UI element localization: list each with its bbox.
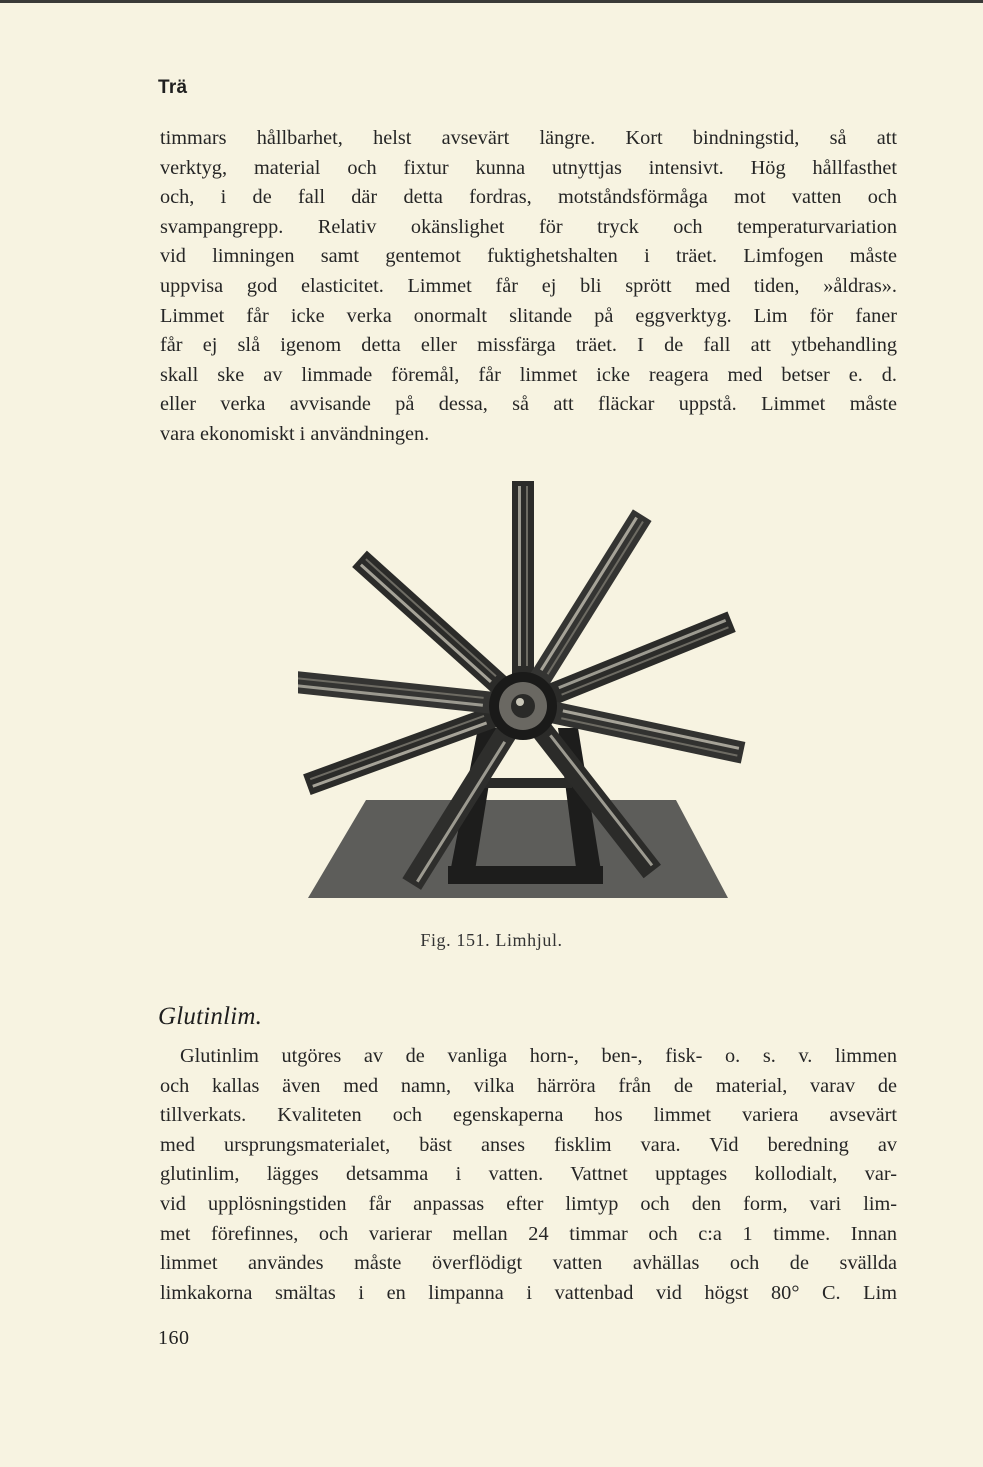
text-line: timmars hållbarhet, helst avsevärt längre. Kort bindningstid, så att xyxy=(160,127,897,149)
text-line: skall ske av limmade föremål, får limmet icke reagera med betser e. d. xyxy=(160,363,897,386)
wheel-hub-center xyxy=(511,694,535,718)
paragraph-2 xyxy=(160,1042,897,1308)
text-line: eller verka avvisande på dessa, så att fläckar uppstå. Limmet måste xyxy=(160,393,897,416)
text-line: glutinlim, lägges detsamma i vatten. Vattnet upptages kollodialt, var- xyxy=(160,1163,897,1186)
paragraph-1 xyxy=(160,124,897,450)
text-line: och, i de fall där detta fordras, motståndsförmåga mot vatten och xyxy=(160,186,897,209)
running-head: Trä xyxy=(158,77,188,98)
text-line: limkakorna smältas i en limpanna i vattenbad vid högst 80° C. Lim xyxy=(160,1281,897,1304)
text-line: vid upplösningstiden får anpassas efter limtyp och den form, vari lim- xyxy=(160,1192,897,1215)
text-line: får ej slå igenom detta eller missfärga träet. I de fall att ytbehandling xyxy=(160,334,897,357)
figure-caption: Fig. 151. Limhjul. xyxy=(420,930,563,950)
text-line: uppvisa god elasticitet. Limmet får ej bli sprött med tiden, »åldras». xyxy=(160,274,897,297)
section-heading: Glutinlim. xyxy=(158,1003,263,1030)
wheel-hub-highlight xyxy=(516,698,524,706)
text-line: Glutinlim utgöres av de vanliga horn-, ben-, fisk- o. s. v. limmen xyxy=(180,1045,897,1067)
figure-glue-wheel xyxy=(298,478,758,914)
text-line: limmet användes måste överflödigt vatten avhällas och de svällda xyxy=(160,1252,897,1275)
text-line: vara ekonomiskt i användningen. xyxy=(160,422,430,445)
text-line: tillverkats. Kvaliteten och egenskaperna hos limmet variera avsevärt xyxy=(160,1104,897,1127)
text-line: med ursprungsmaterialet, bäst anses fisklim vara. Vid beredning av xyxy=(160,1133,897,1156)
stand-base xyxy=(448,866,603,884)
text-line: svampangrepp. Relativ okänslighet för tryck och temperaturvariation xyxy=(160,215,897,238)
text-line: Limmet får icke verka onormalt slitande på eggverktyg. Lim för faner xyxy=(160,304,897,327)
text-line: vid limningen samt gentemot fuktighetshalten i träet. Limfogen måste xyxy=(160,245,897,268)
stand-crossbar xyxy=(484,778,572,788)
glue-wheel-illustration xyxy=(298,478,758,914)
text-line: met förefinnes, och varierar mellan 24 timmar och c:a 1 timme. Innan xyxy=(160,1222,897,1245)
text-line: och kallas även med namn, vilka härröra från de material, varav de xyxy=(160,1074,897,1097)
page-number: 160 xyxy=(158,1327,190,1349)
text-line: verktyg, material och fixtur kunna utnyttjas intensivt. Hög hållfasthet xyxy=(160,156,897,179)
page-top-rule xyxy=(0,0,983,3)
